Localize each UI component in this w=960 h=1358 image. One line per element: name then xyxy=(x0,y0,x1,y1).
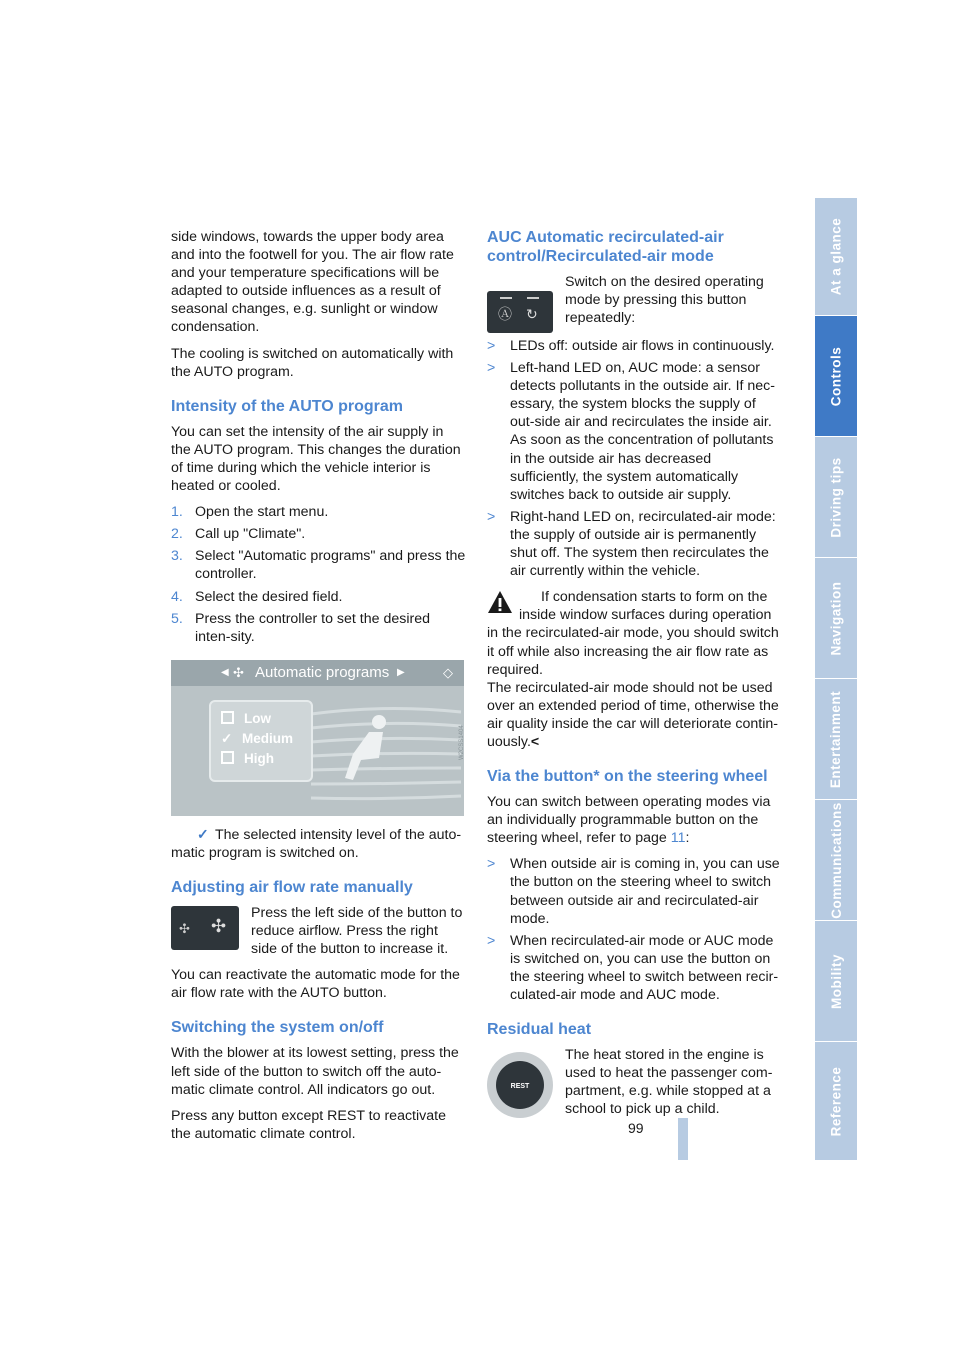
recirculate-icon: ↻ xyxy=(526,306,538,322)
tab-controls[interactable]: Controls xyxy=(815,316,857,437)
tab-navigation[interactable]: Navigation xyxy=(815,558,857,679)
auc-button-image xyxy=(487,291,553,333)
arrow-left-icon: ◀ xyxy=(221,666,229,678)
left-column xyxy=(171,228,466,1151)
step-item xyxy=(171,525,466,543)
warning-block xyxy=(487,588,782,751)
step-text: Call up "Climate". xyxy=(195,526,306,543)
list-item: > When outside air is coming in, you can use the button on the steering wheel to switch between outside air and recirculated-air mode. xyxy=(487,856,780,927)
checkbox-icon xyxy=(221,751,234,764)
selected-note: ✓ The selected intensity level of the auto-matic program is switched on. xyxy=(171,826,462,861)
automatic-programs-screen xyxy=(171,660,464,816)
heading-auc: AUC Automatic recirculated-air control/Recirculated-air mode xyxy=(487,229,724,265)
bullet-marker: > xyxy=(487,360,496,377)
option-label: Low xyxy=(244,710,271,726)
step-text: Select "Automatic programs" and press the controller. xyxy=(195,548,466,583)
bullet-marker: > xyxy=(487,856,496,873)
heading-residual: Residual heat xyxy=(487,1021,592,1039)
step-text: Open the start menu. xyxy=(195,504,329,521)
fan-small-icon: ✣ xyxy=(179,920,190,936)
paragraph: You can switch between operating modes via an individually programmable button on the steering wheel, refer to page 11: xyxy=(487,794,771,847)
warning-text: If condensation starts to form on the inside window surfaces during operation in the recirculated-air mode, you should switch it off while also increasing the air flow rate as required. xyxy=(487,589,779,678)
step-item xyxy=(171,610,466,646)
list-item: > Right-hand LED on, recirculated-air mode: the supply of outside air is permanently shut off. The system then recirculates the air currently within the vehicle. xyxy=(487,508,776,580)
check-mark-icon: ✓ xyxy=(221,730,233,746)
heading-steering: Via the button* on the steering wheel xyxy=(487,768,768,786)
option-label: Medium xyxy=(242,730,294,746)
options-panel xyxy=(209,700,313,782)
page-number: 99 xyxy=(628,1120,644,1136)
steps-list xyxy=(171,503,466,646)
mode-list xyxy=(487,337,782,580)
tab-mobility[interactable]: Mobility xyxy=(815,921,857,1042)
chapter-sidebar xyxy=(815,198,857,1160)
auc-a-icon: Ⓐ xyxy=(498,306,512,322)
step-text: Press the controller to set the desired inten-sity. xyxy=(195,610,431,645)
page-reference-link[interactable]: 11 xyxy=(670,830,686,847)
option-low[interactable] xyxy=(221,710,271,728)
bullet-marker: > xyxy=(487,338,496,354)
auc-button-block xyxy=(487,273,782,337)
checkbox-icon xyxy=(221,711,234,724)
list-item: > LEDs off: outside air flows in continuously. xyxy=(487,338,775,354)
step-number: 1. xyxy=(171,504,183,521)
arrow-right-icon: ▶ xyxy=(397,666,405,678)
list-item: > When recirculated-air mode or AUC mode is switched on, you can use the button on the steering wheel to switch between recir-culated-air mode and AUC mode. xyxy=(487,932,779,1003)
steering-list xyxy=(487,855,782,1004)
list-item: > Left-hand LED on, AUC mode: a sensor detects pollutants in the outside air. If nec-essary, the system blocks the supply of out-side air and recirculates the inside air. As soon as the concentration of pollutants in the outside air has decreased sufficiently, the system automatically switches back to outside air supply. xyxy=(487,360,775,503)
warning-icon xyxy=(487,590,513,614)
end-marker: < xyxy=(530,733,540,750)
seat-occupant-icon xyxy=(339,710,399,790)
option-high[interactable] xyxy=(221,750,274,768)
paragraph: Press any button except REST to reactivate the automatic climate control. xyxy=(171,1107,446,1142)
check-mark-icon: ✓ xyxy=(197,826,209,843)
step-number: 2. xyxy=(171,526,183,543)
airflow-button-image xyxy=(171,906,239,950)
fan-large-icon: ✣ xyxy=(211,915,227,936)
step-item xyxy=(171,588,466,606)
step-number: 3. xyxy=(171,548,183,565)
bullet-marker: > xyxy=(487,932,496,949)
warning-text: The recirculated-air mode should not be used over an extended period of time, otherwise the air quality inside the car will deteriorate contin-uously.< xyxy=(487,679,779,750)
rest-button-image xyxy=(487,1052,553,1118)
paragraph: side windows, towards the upper body area and into the footwell for you. The air flow rate and your temperature specifications will be adapted to outside influences as a result of seasonal changes, e.g. sunlight or window condensation. xyxy=(171,229,454,336)
tab-entertainment[interactable]: Entertainment xyxy=(815,679,857,800)
paragraph: The cooling is switched on automatically with the AUTO program. xyxy=(171,345,454,380)
tab-reference[interactable]: Reference xyxy=(828,1066,844,1136)
heading-on-off: Switching the system on/off xyxy=(171,1019,384,1037)
rest-button-block xyxy=(487,1046,782,1126)
heading-intensity: Intensity of the AUTO program xyxy=(171,397,404,415)
bullet-marker: > xyxy=(487,508,496,525)
fan-icon: ✣ xyxy=(233,664,244,680)
step-number: 4. xyxy=(171,588,183,605)
screen-title-bar xyxy=(171,660,464,686)
paragraph: With the blower at its lowest setting, press the left side of the button to switch off the auto-matic climate control. All indicators go out. xyxy=(171,1045,459,1098)
step-text: Select the desired field. xyxy=(195,588,343,605)
paragraph: The heat stored in the engine is used to heat the passenger com-partment, e.g. while stopped at a school to pick up a child. xyxy=(565,1047,773,1118)
paragraph: Press the left side of the button to reduce airflow. Press the right side of the button to increase it. xyxy=(251,904,463,958)
tab-driving-tips[interactable]: Driving tips xyxy=(815,437,857,558)
option-label: High xyxy=(244,750,274,766)
tab-at-a-glance[interactable]: At a glance xyxy=(815,198,857,316)
dial-icon: ◇ xyxy=(443,664,453,680)
tab-communications[interactable]: Communications xyxy=(815,800,857,921)
led-left xyxy=(500,297,512,299)
step-item xyxy=(171,547,466,583)
page-marker xyxy=(678,1118,688,1160)
paragraph: You can set the intensity of the air supply in the AUTO program. This changes the duration of time during which the vehicle interior is heated or cooled. xyxy=(171,423,461,495)
step-item xyxy=(171,503,466,521)
led-right xyxy=(527,297,539,299)
step-number: 5. xyxy=(171,610,183,627)
rest-label: REST xyxy=(510,1083,530,1091)
airflow-button-block xyxy=(171,904,466,966)
heading-airflow: Adjusting air flow rate manually xyxy=(171,878,413,896)
figure-code: W2CSS1404 xyxy=(459,725,465,760)
paragraph: Switch on the desired operating mode by pressing this button repeatedly: xyxy=(565,274,764,327)
screen-title: Automatic programs xyxy=(255,663,390,681)
option-medium[interactable] xyxy=(221,730,293,748)
right-column xyxy=(487,228,782,1126)
paragraph: You can reactivate the automatic mode for the air flow rate with the AUTO button. xyxy=(171,967,460,1002)
